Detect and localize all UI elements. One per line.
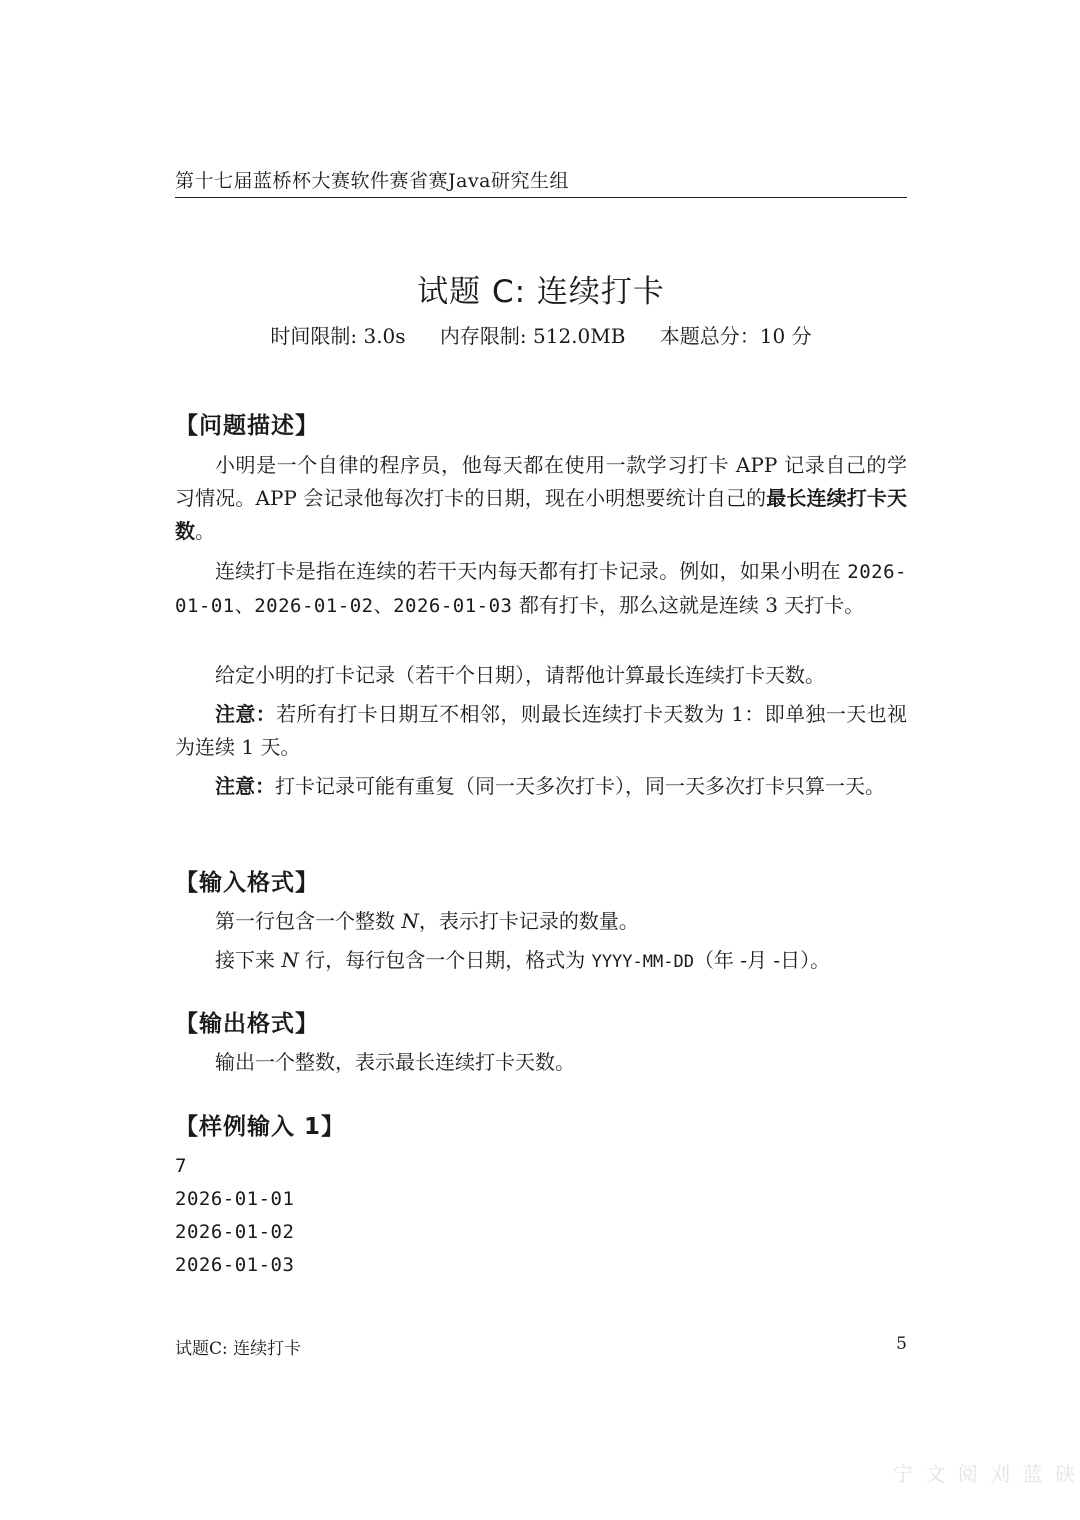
total-score: 本题总分：10 分	[659, 324, 812, 348]
description-paragraph-2	[175, 555, 907, 623]
sample-input-line: 2026-01-01	[175, 1188, 295, 1210]
document-page	[175, 0, 907, 1520]
description-paragraph-1	[175, 449, 907, 548]
example-dates: 2026-01-01、2026-01-02、2026-01-03	[175, 561, 907, 617]
input-text: 接下来	[215, 948, 282, 972]
input-text: ，表示打卡记录的数量。	[418, 909, 639, 933]
watermark: 宁 文 阅 刈 蓝 硖	[893, 1462, 1078, 1486]
problem-meta	[175, 320, 907, 349]
description-paragraph-3: 给定小明的打卡记录（若干个日期），请帮他计算最长连续打卡天数。	[215, 663, 825, 687]
variable-n: N	[401, 909, 419, 933]
input-format-line-1	[175, 905, 907, 938]
input-text: 行，每行包含一个日期，格式为	[298, 948, 592, 972]
running-header: 第十七届蓝桥杯大赛软件赛省赛Java研究生组	[175, 166, 907, 198]
sample-input-line: 2026-01-02	[175, 1221, 295, 1243]
input-format-line-2	[175, 944, 907, 979]
problem-title: 试题 C: 连续打卡	[417, 274, 665, 310]
variable-n: N	[281, 948, 299, 972]
description-text: 连续打卡是指在连续的若干天内每天都有打卡记录。例如，如果小明在	[215, 559, 848, 583]
sample-input-line: 7	[175, 1155, 187, 1177]
memory-limit: 内存限制: 512.0MB	[439, 324, 626, 348]
note-text: 若所有打卡日期互不相邻，则最长连续打卡天数为 1：即单独一天也视为连续 1 天。	[175, 702, 907, 759]
input-text: （年 -月 -日）。	[693, 948, 831, 972]
description-text: 小明是一个自律的程序员，他每天都在使用一款学习打卡 APP 记录自己的学习情况。APP 会记录他每次打卡的日期，现在小明想要统计自己的	[175, 453, 907, 510]
description-text-end: 。	[195, 519, 215, 543]
note-label: 注意：	[215, 774, 275, 798]
section-heading-output: 【输出格式】	[175, 1011, 319, 1037]
section-heading-description: 【问题描述】	[175, 413, 319, 439]
footer-title: 试题C: 连续打卡	[175, 1339, 302, 1359]
note-paragraph-1	[175, 698, 907, 764]
input-text: 第一行包含一个整数	[215, 909, 402, 933]
output-format-line-1: 输出一个整数，表示最长连续打卡天数。	[215, 1050, 575, 1074]
date-format-code: YYYY-MM-DD	[591, 952, 694, 972]
section-heading-sample-input: 【样例输入 1】	[175, 1114, 346, 1140]
sample-input-line: 2026-01-03	[175, 1254, 295, 1276]
note-label: 注意：	[215, 702, 277, 726]
page-number: 5	[896, 1334, 907, 1354]
description-emphasis: 最长连续打卡天数	[175, 486, 908, 543]
note-text: 打卡记录可能有重复（同一天多次打卡），同一天多次打卡只算一天。	[275, 774, 885, 798]
section-heading-input: 【输入格式】	[175, 870, 319, 896]
time-limit: 时间限制: 3.0s	[270, 324, 406, 348]
description-text: 都有打卡，那么这就是连续 3 天打卡。	[512, 593, 865, 617]
note-paragraph-2	[175, 770, 907, 803]
